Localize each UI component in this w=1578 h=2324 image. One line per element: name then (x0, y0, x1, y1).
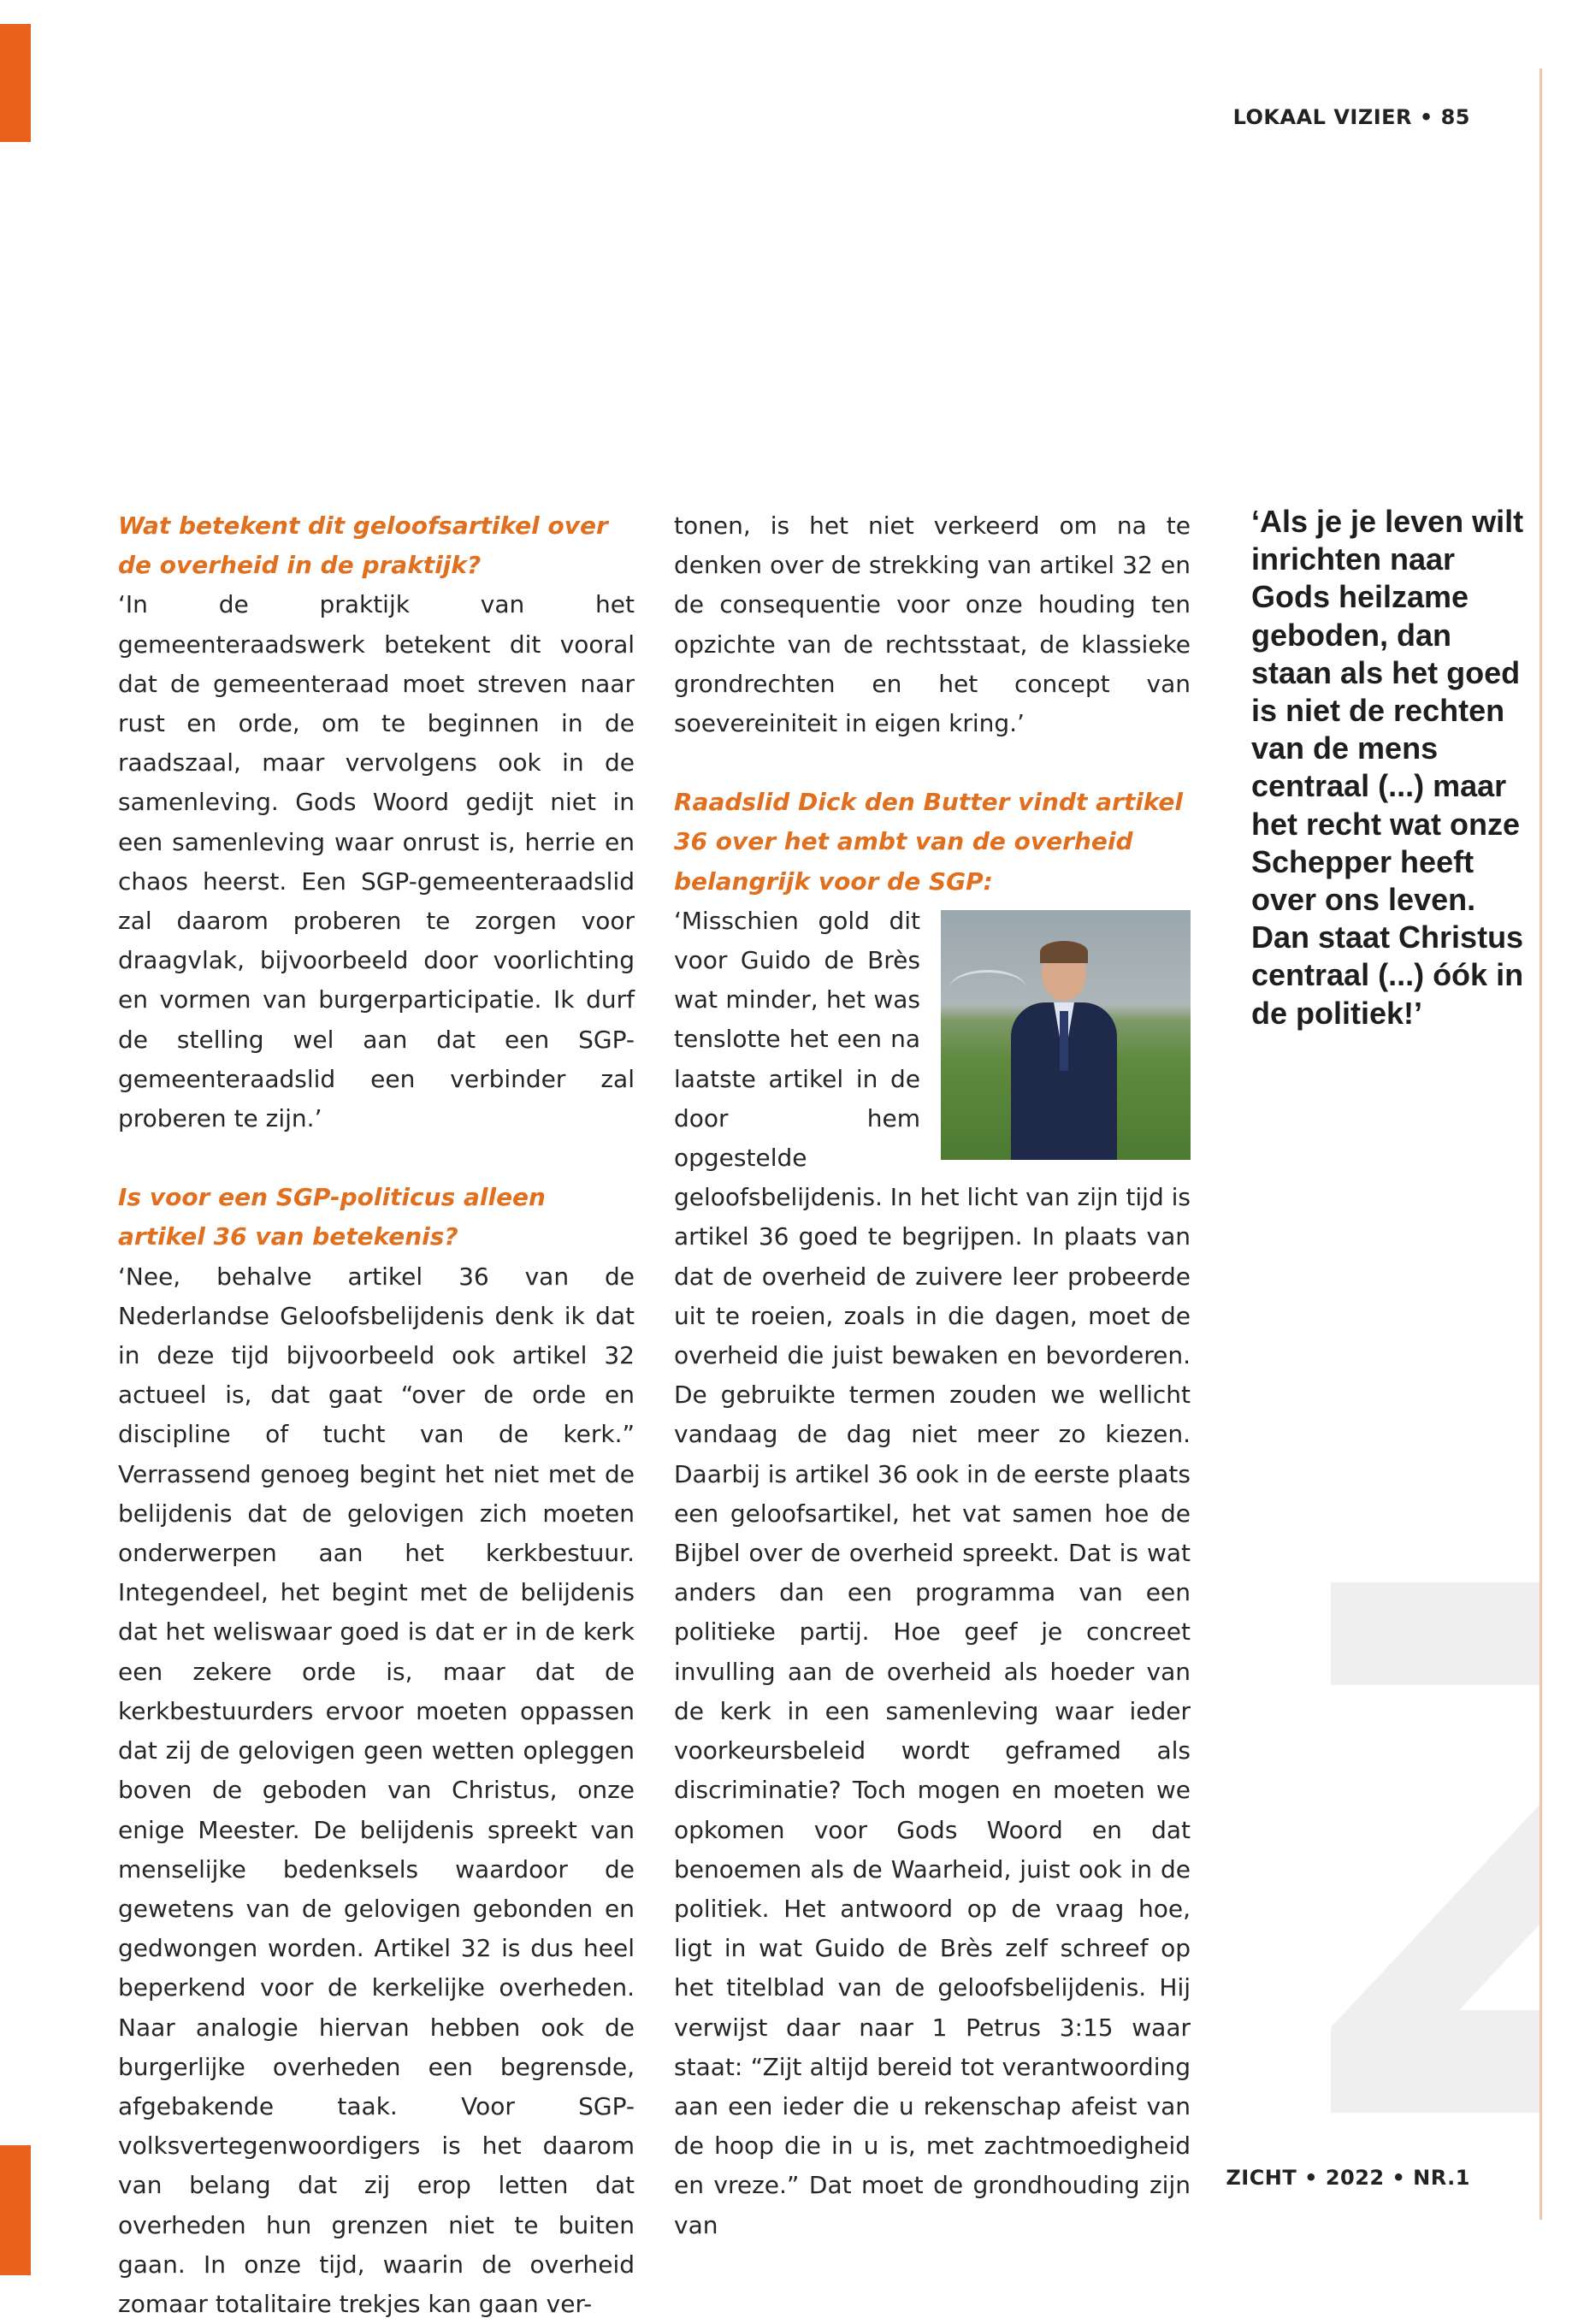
photo-hair (1040, 941, 1088, 963)
interview-answer-1: ‘In de praktijk van het gemeenteraadswerk betekent dit vooral dat de gemeenteraad moet streven naar rust en orde, om te beginnen in de raadszaal, maar vervolgens ook in de samenleving. Gods Woord gedijt niet in een samenleving waar onrust is, herrie en chaos heerst. Een SGP-gemeenteraadslid zal daarom proberen te zorgen voor draagvlak, bijvoorbeeld door voorlichting en vormen van burgerparticipatie. Ik durf de stelling wel aan dat een SGP-gemeenteraadslid een verbinder zal proberen te zijn.’ (118, 590, 635, 1133)
pull-quote: ‘Als je je leven wilt inrichten naar Gods heilzame geboden, dan staan als het goed is niet de rechten van de mens centraal (...) maar het recht wat onze Schepper heeft over ons leven. Dan staat Christus centraal (...) óók in de politiek!’ (1251, 504, 1524, 1031)
accent-bar-top (0, 24, 31, 142)
photo-tie (1060, 1011, 1068, 1071)
portrait-photo (941, 910, 1191, 1160)
decorative-z-mark (1331, 1582, 1540, 2113)
interview-question-3: Raadslid Dick den Butter vindt artikel 36 over het ambt van de overheid belangrijk voor de SGP: (674, 788, 1184, 896)
running-footer: ZICHT • 2022 • NR.1 (1226, 2166, 1470, 2190)
article-column-1 (118, 506, 635, 2324)
margin-rule (1540, 68, 1542, 2220)
interview-answer-2: ‘Nee, behalve artikel 36 van de Nederlandse Geloofsbelijdenis denk ik dat in deze tijd bijvoorbeeld ook artikel 32 actueel is, dat gaat “over de orde en discipline of tucht van de kerk.” Verrassend genoeg begint het niet met de belijdenis dat de gelovigen zich moeten onderwerpen aan het kerkbestuur. Integendeel, het begint met de belijdenis dat het weliswaar goed is dat er in de kerk een zekere orde is, maar dat de kerkbestuurders ervoor moeten oppassen dat zij de gelovigen geen wetten opleggen boven de geboden van Christus, onze enige Meester. De belijdenis spreekt van menselijke bedenksels waardoor de gewetens van de gelovigen gebonden en gedwongen worden. Artikel 32 is dus heel beperkend voor de kerkelijke overheden. Naar analogie hiervan hebben ook de burgerlijke overheden een begrensde, afgebakende taak. Voor SGP-volksvertegenwoordigers is het daarom van belang dat zij erop letten dat overheden hun grenzen niet te buiten gaan. In onze tijd, waarin de overheid zomaar totalitaire trekjes kan gaan ver- (118, 1262, 635, 2318)
answer-continued: tonen, is het niet verkeerd om na te denken over de strekking van artikel 32 en de consequentie voor onze houding ten opzichte van de rechtsstaat, de klassieke grondrechten en het concept van soevereiniteit in eigen kring.’ (674, 512, 1191, 738)
article-column-2 (674, 506, 1191, 2245)
photo-bridge-arch (949, 970, 1026, 1007)
interview-answer-3: ‘Misschien gold dit voor Guido de Brès wat minder, het was tenslotte het een na laatste artikel in de door hem opgestelde geloofsbelijdenis. In het licht van zijn tijd is artikel 36 goed te begrijpen. In plaats van dat de overheid de zuivere leer probeerde uit te roeien, zoals in die dagen, moet de overheid die juist bewaken en bevorderen. De gebruikte termen zouden we wellicht vandaag de dag niet meer zo kiezen. Daarbij is artikel 36 ook in de eerste plaats een geloofsartikel, het vat samen hoe de Bijbel over de overheid spreekt. Dat is wat anders dan een programma van een politieke partij. Hoe geef je concreet invulling aan de overheid als hoeder van de kerk in een samenleving waar ieder voorkeursbeleid wordt geframed als discriminatie? Toch mogen en moeten we opkomen voor Gods Woord en dat benoemen als de Waarheid, juist ook in de politiek. Het antwoord op de vraag hoe, ligt in wat Guido de Brès zelf schreef op het titelblad van de geloofsbelijdenis. Hij verwijst daar naar 1 Petrus 3:15 waar staat: “Zijt altijd bereid tot verantwoording aan een ieder die u rekenschap afeist van de hoop die in u is, met zachtmoedigheid en vreze.” Dat moet de grondhouding zijn van (674, 906, 1191, 2239)
running-header: LOKAAL VIZIER • 85 (1232, 105, 1470, 129)
accent-bar-bottom (0, 2145, 31, 2275)
interview-question-1: Wat betekent dit geloofsartikel over de overheid in de praktijk? (118, 512, 608, 580)
interview-question-2: Is voor een SGP-politicus alleen artikel 36 van betekenis? (118, 1183, 546, 1251)
